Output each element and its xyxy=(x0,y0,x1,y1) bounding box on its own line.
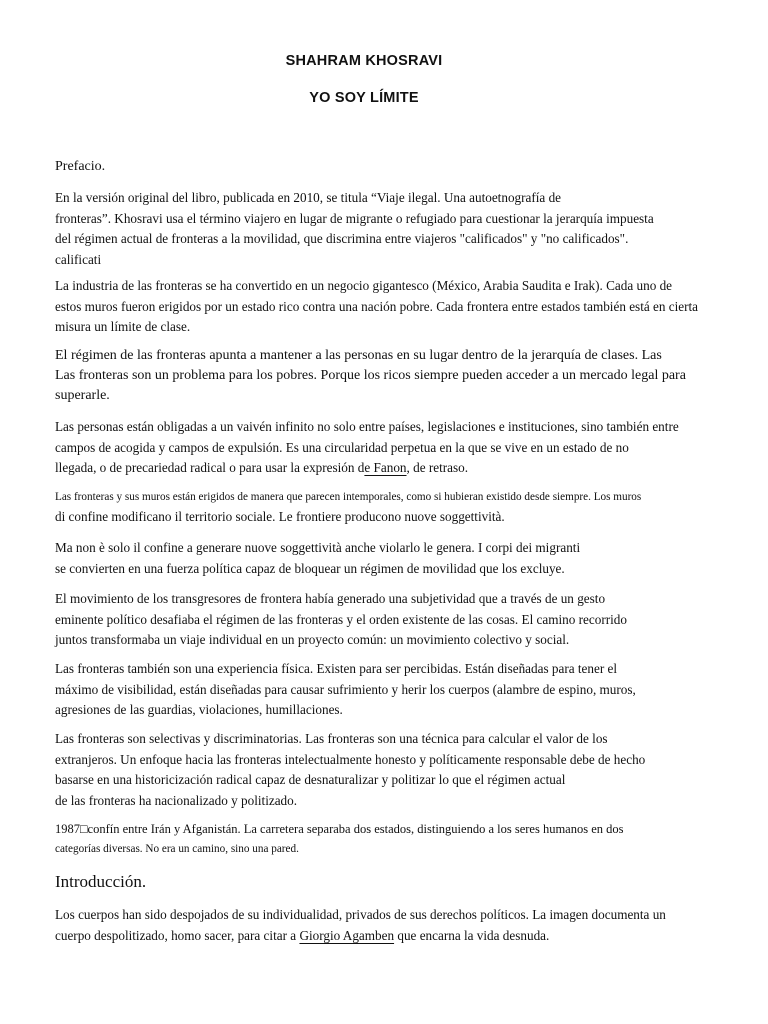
paragraph-line: La industria de las fronteras se ha convertido en un negocio gigantesco (México, Arabia Saudita e Irak). Cada uno de xyxy=(55,278,673,293)
giorgio-agamben-link[interactable]: Giorgio Agamben xyxy=(299,927,395,943)
paragraph-11 xyxy=(55,905,767,946)
preface-label: Prefacio. xyxy=(55,159,106,174)
paragraph-line: Las fronteras son selectivas y discriminatorias. Las fronteras son una técnica para calcular el valor de los xyxy=(55,731,608,746)
paragraph-line: basarse en una historicización radical capaz de desnaturalizar y politizar lo que el régimen actual xyxy=(55,772,566,787)
paragraph-line xyxy=(55,926,767,947)
author-name: SHAHRAM KHOSRAVI xyxy=(285,53,443,69)
paragraph-line: di confine modificano il territorio sociale. Le frontiere producono nuove soggettività. xyxy=(55,509,505,524)
paragraph-line: juntos transformaba un viaje individual en un proyecto común: un movimiento colectivo y social. xyxy=(55,632,570,647)
paragraph-10 xyxy=(55,819,767,859)
paragraph-line: Las personas están obligadas a un vaivén infinito no solo entre países, legislaciones e instituciones, sino también entre xyxy=(55,419,679,434)
introduction-heading: Introducción. xyxy=(55,872,147,891)
paragraph-line: Las fronteras también son una experiencia física. Existen para ser percibidas. Están diseñadas para tener el xyxy=(55,661,618,676)
paragraph-8 xyxy=(55,659,767,721)
book-title: YO SOY LÍMITE xyxy=(309,90,419,106)
paragraph-7 xyxy=(55,589,767,651)
paragraph-2 xyxy=(55,276,767,338)
paragraph-line: Las fronteras y sus muros están erigidos de manera que parecen intemporales, como si hubieran existido desde siempre. Los muros xyxy=(55,491,642,503)
paragraph-line: misura un límite de clase. xyxy=(55,319,191,334)
paragraph-line: campos de acogida y campos de expulsión. Es una circularidad perpetua en la que se vive en un estado de no xyxy=(55,439,629,455)
paragraph-line: extranjeros. Un enfoque hacia las fronteras intelectualmente honesto y políticamente responsable debe de hecho xyxy=(55,751,646,767)
paragraph-line: superarle. xyxy=(55,388,110,403)
paragraph-line: categorías diversas. No era un camino, sino una pared. xyxy=(55,843,299,855)
paragraph-line: En la versión original del libro, publicada en 2010, se titula “Viaje ilegal. Una autoetnografía de xyxy=(55,190,562,205)
paragraph-line: eminente político desafiaba el régimen de las fronteras y el orden existente de las cosas. El camino recorrido xyxy=(55,611,627,627)
paragraph-line: máximo de visibilidad, están diseñadas para causar sufrimiento y herir los cuerpos (alambre de espino, muros, xyxy=(55,681,636,697)
text-segment: , de retraso. xyxy=(406,460,469,475)
paragraph-line: Las fronteras son un problema para los pobres. Porque los ricos siempre pueden acceder a un mercado legal para xyxy=(55,368,686,383)
paragraph-line: se convierten en una fuerza política capaz de bloquear un régimen de movilidad que los excluye. xyxy=(55,560,565,576)
paragraph-line xyxy=(55,458,767,479)
paragraph-line: del régimen actual de fronteras a la movilidad, que discrimina entre viajeros "calificados" y "no calificados". xyxy=(55,231,629,246)
fanon-link[interactable]: e Fanon xyxy=(364,460,407,475)
paragraph-6 xyxy=(55,538,767,579)
paragraph-5 xyxy=(55,487,767,528)
text-segment: llegada, o de precariedad radical o para usar la expresión d xyxy=(55,460,365,475)
paragraph-4 xyxy=(55,417,767,479)
paragraph-1 xyxy=(55,188,767,270)
paragraph-3 xyxy=(55,346,767,406)
paragraph-line: fronteras”. Khosravi usa el término viajero en lugar de migrante o refugiado para cuestionar la jerarquía impuesta xyxy=(55,210,654,226)
paragraph-line: 1987□confín entre Irán y Afganistán. La carretera separaba dos estados, distinguiendo a los seres humanos en dos xyxy=(55,822,624,836)
paragraph-line: agresiones de las guardias, violaciones, humillaciones. xyxy=(55,702,343,717)
paragraph-9 xyxy=(55,729,767,811)
paragraph-line: El movimiento de los transgresores de frontera había generado una subjetividad que a través de un gesto xyxy=(55,591,606,606)
text-segment: que encarna la vida desnuda. xyxy=(394,927,550,943)
paragraph-line: El régimen de las fronteras apunta a mantener a las personas en su lugar dentro de la jerarquía de clases. Las xyxy=(55,348,662,363)
paragraph-line: calificati xyxy=(55,251,102,267)
paragraph-line: estos muros fueron erigidos por un estado rico contra una nación pobre. Cada frontera entre estados también está en cierta xyxy=(55,298,699,314)
paragraph-line: Los cuerpos han sido despojados de su individualidad, privados de sus derechos políticos. La imagen documenta un xyxy=(55,907,666,922)
text-segment: cuerpo despolitizado, homo sacer, para citar a xyxy=(55,927,300,943)
paragraph-line: Ma non è solo il confine a generare nuove soggettività anche violarlo le genera. I corpi dei migranti xyxy=(55,540,581,555)
paragraph-line: de las fronteras ha nacionalizado y politizado. xyxy=(55,792,298,808)
